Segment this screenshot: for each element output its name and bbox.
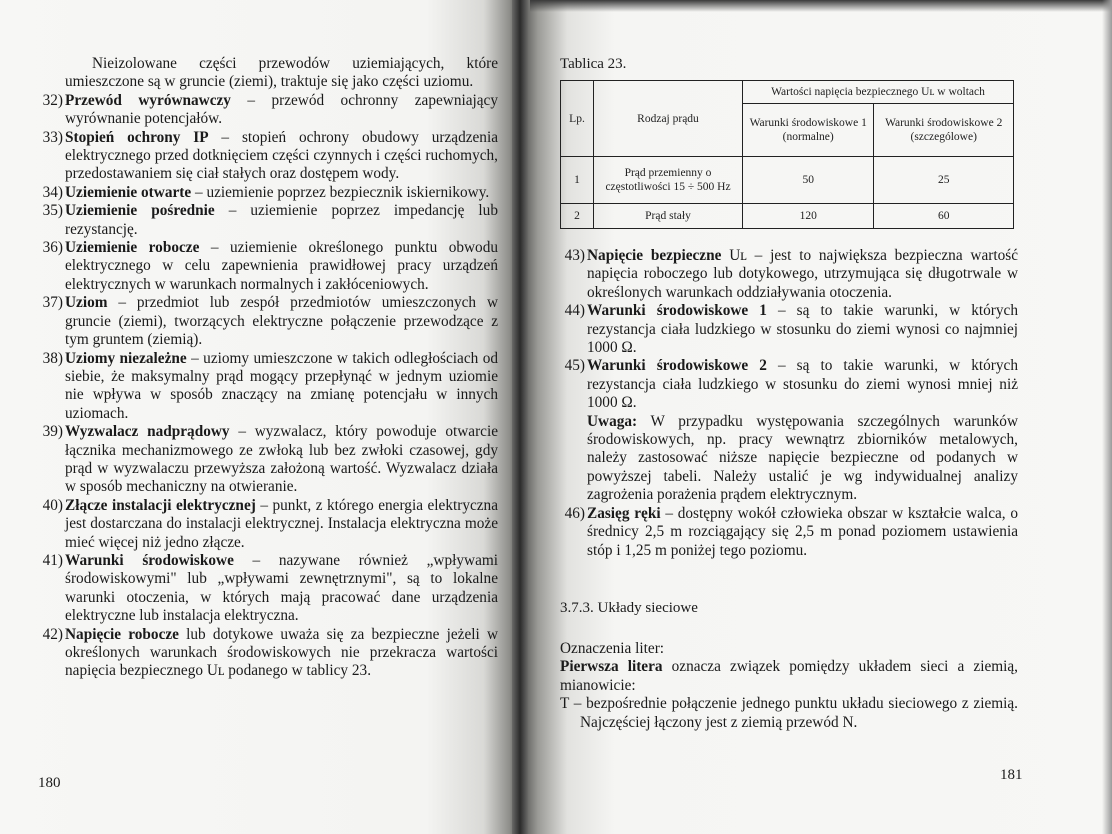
entry-term: Zasięg ręki bbox=[587, 504, 661, 522]
entry-text: – są to takie warunki, w których rezystancja ciała ludzkiego w stosunku do ziemi wynosi co najmniej 1000 Ω. bbox=[587, 302, 1018, 357]
entry-text: Uʟ – jest to największa bezpieczna wartość napięcia roboczego lub dotykowego, utrzymująca się długotrwale w określonych warunkach oddziaływania otoczenia. bbox=[587, 247, 1019, 301]
entry-term: Warunki środowiskowe bbox=[65, 551, 234, 569]
page-number-left: 180 bbox=[38, 775, 61, 791]
definition-entry bbox=[38, 626, 498, 681]
t-item: T – bezpośrednie połączenie jednego punktu układu sieciowego z ziemią. Najczęściej łączony jest z ziemią przewód N. bbox=[560, 695, 1018, 731]
table-title: Tablica 23. bbox=[560, 56, 627, 72]
entry-term: Przewód wyrównawczy bbox=[65, 91, 231, 109]
cell-kind: Prąd przemienny o częstotliwości 15 ÷ 500 Hz bbox=[594, 157, 743, 204]
header-conditions-2: Warunki środowiskowe 2 (szczególowe) bbox=[874, 104, 1014, 157]
entry-term: Warunki środowiskowe 1 bbox=[587, 302, 767, 320]
entry-term: Napięcie bezpieczne bbox=[587, 247, 722, 264]
cell-w2: 60 bbox=[874, 204, 1014, 229]
entry-term: Złącze instalacji elektrycznej bbox=[65, 496, 256, 514]
entry-term: Stopień ochrony IP bbox=[65, 128, 209, 146]
entry-number: 36) bbox=[42, 239, 63, 257]
page-top-shadow bbox=[530, 0, 1112, 12]
page-right-edge bbox=[1102, 0, 1112, 834]
definition-entry bbox=[38, 129, 498, 184]
cell-lp: 2 bbox=[561, 204, 594, 229]
cell-lp: 1 bbox=[561, 157, 594, 204]
table-row bbox=[561, 157, 1014, 204]
entry-text: lub dotykowe uważa się za bezpieczne jeżeli w określonych warunkach środowiskowych nie przekracza wartości napięcia bezpiecznego Uʟ podanego w tablicy 23. bbox=[65, 625, 498, 680]
definition-entry bbox=[38, 239, 498, 294]
entry-term: Uziemienie otwarte bbox=[65, 183, 192, 201]
letters-heading: Oznaczenia liter: bbox=[560, 640, 665, 657]
note-paragraph bbox=[587, 413, 1018, 505]
cell-w2: 25 bbox=[874, 157, 1014, 204]
header-voltage-group: Wartości napięcia bezpiecznego Uʟ w woltach bbox=[743, 81, 1014, 104]
entry-term: Warunki środowiskowe 2 bbox=[587, 357, 767, 375]
safe-voltage-table bbox=[560, 80, 1014, 229]
header-lp: Lp. bbox=[561, 81, 594, 157]
section-heading: 3.7.3. Układy sieciowe bbox=[560, 600, 698, 616]
entry-number: 45) bbox=[564, 357, 585, 375]
table-row bbox=[561, 204, 1014, 229]
entry-term: Uziomy niezależne bbox=[65, 349, 187, 367]
entry-number: 37) bbox=[42, 294, 63, 312]
entry-number: 35) bbox=[42, 202, 63, 220]
entry-text: – stopień ochrony obudowy urządzenia elektrycznego przed dotknięciem części czynnych i części ruchomych, przedostawaniem się ciał stałych oraz dostępem wody. bbox=[65, 128, 498, 183]
definition-entry bbox=[38, 184, 498, 202]
entry-number: 40) bbox=[42, 496, 63, 514]
page-number-right: 181 bbox=[1000, 767, 1023, 783]
entry-text: – przewód ochronny zapewniający wyrównanie potencjałów. bbox=[65, 91, 498, 128]
definition-entry bbox=[38, 202, 498, 239]
entry-term: Napięcie robocze bbox=[65, 625, 179, 643]
definition-entry bbox=[38, 294, 498, 349]
definition-entry bbox=[560, 505, 1018, 560]
definition-entry bbox=[38, 92, 498, 129]
entry-number: 38) bbox=[42, 349, 63, 367]
cell-kind: Prąd stały bbox=[594, 204, 743, 229]
entry-text: – przedmiot lub zespół przedmiotów umieszczonych w gruncie (ziemi), tworzących elektryczne połączenie przewodzące z tym gruntem (ziemią). bbox=[65, 294, 498, 349]
definition-entry bbox=[560, 302, 1018, 357]
entry-number: 34) bbox=[42, 183, 63, 201]
definition-entry bbox=[38, 552, 498, 626]
entry-number: 41) bbox=[42, 551, 63, 569]
entry-text: – uziemienie określonego punktu obwodu elektrycznego w celu zapewnienia prawidłowej pracy urządzeń elektrycznych w warunkach normalnych i zakłóceniowych. bbox=[65, 239, 498, 293]
entry-text: – wyzwalacz, który powoduje otwarcie łącznika mechanizmowego ze zwłoką lub bez zwłoki czasowej, gdy prąd w wyzwalaczu przewyższa założoną wartość. Wyzwalacz działa w sposób mechaniczny na otwieranie. bbox=[65, 423, 499, 496]
left-page-text bbox=[38, 55, 498, 681]
entry-text: – uziemienie poprzez impedancję lub rezystancję. bbox=[65, 202, 498, 238]
definition-entry bbox=[560, 247, 1018, 302]
entry-number: 46) bbox=[564, 504, 585, 522]
entry-text: – są to takie warunki, w których rezystancja ciała ludzkiego w stosunku do ziemi wynosi mniej niż 1000 Ω. bbox=[587, 357, 1018, 412]
table-header-row bbox=[561, 81, 1014, 104]
entry-number: 44) bbox=[564, 302, 585, 320]
entry-text: – punkt, z którego energia elektryczna jest dostarczana do instalacji elektrycznej. Instalacja elektryczna może mieć więcej niż jedno złącze. bbox=[65, 496, 498, 551]
first-letter-text: oznacza związek pomiędzy układem sieci a ziemią, mianowicie: bbox=[560, 658, 1018, 694]
note-text: W przypadku występowania szczególnych warunków środowiskowych, np. pracy wewnątrz zbiorników metalowych, należy zastosować niższe napięcie bezpieczne od podanych w powyższej tabeli. Należy ustalić je wg indywidualnej analizy zagrożenia porażenia prądem elektrycznym. bbox=[587, 412, 1018, 504]
entry-term: Uziemienie pośrednie bbox=[65, 202, 215, 220]
cell-w1: 120 bbox=[743, 204, 874, 229]
entry-term: Wyzwalacz nadprądowy bbox=[65, 423, 230, 441]
entry-text: – dostępny wokół człowieka obszar w kształcie walca, o średnicy 2,5 m rozciągający się 2,5 m ponad poziomem ustawienia stóp i 1,25 m poniżej tego poziomu. bbox=[587, 504, 1018, 559]
entry-term: Uziemienie robocze bbox=[65, 239, 200, 257]
right-page-text bbox=[560, 247, 1018, 560]
book-spine bbox=[512, 0, 528, 834]
definition-entry bbox=[560, 357, 1018, 504]
entry-text: – uziemienie poprzez bezpiecznik iskiernikowy. bbox=[191, 183, 490, 201]
entry-number: 43) bbox=[564, 247, 585, 264]
entry-number: 42) bbox=[42, 625, 63, 643]
first-letter-label: Pierwsza litera bbox=[560, 658, 663, 676]
network-systems-text bbox=[560, 640, 1018, 732]
note-label: Uwaga: bbox=[587, 412, 638, 430]
entry-term: Uziom bbox=[65, 294, 108, 312]
header-conditions-1: Warunki środowiskowe 1 (normalne) bbox=[743, 104, 874, 157]
definition-entry bbox=[38, 423, 498, 497]
entry-text: – nazywane również „wpływami środowiskowymi" lub „wpływami zewnętrznymi", są to lokalne warunki otoczenia, w których mają pracować dane urządzenia elektryczne lub instalacja elektryczna. bbox=[65, 551, 499, 625]
intro-paragraph: Nieizolowane części przewodów uziemiających, które umieszczone są w gruncie (ziemi), traktuje się jako części uziomu. bbox=[65, 55, 498, 91]
cell-w1: 50 bbox=[743, 157, 874, 204]
definition-entry bbox=[38, 497, 498, 552]
definition-entry bbox=[38, 350, 498, 424]
entry-number: 39) bbox=[42, 423, 63, 441]
header-kind: Rodzaj prądu bbox=[594, 81, 743, 157]
entry-text: – uziomy umieszczone w takich odległościach od siebie, że maksymalny prąd mogący przepłynąć w jednym uziomie nie wpływa w sposób znaczący na zmianę potencjału w innych uziomach. bbox=[65, 349, 499, 422]
entry-number: 33) bbox=[42, 128, 63, 146]
entry-number: 32) bbox=[42, 91, 63, 109]
first-letter-paragraph bbox=[560, 658, 1018, 695]
